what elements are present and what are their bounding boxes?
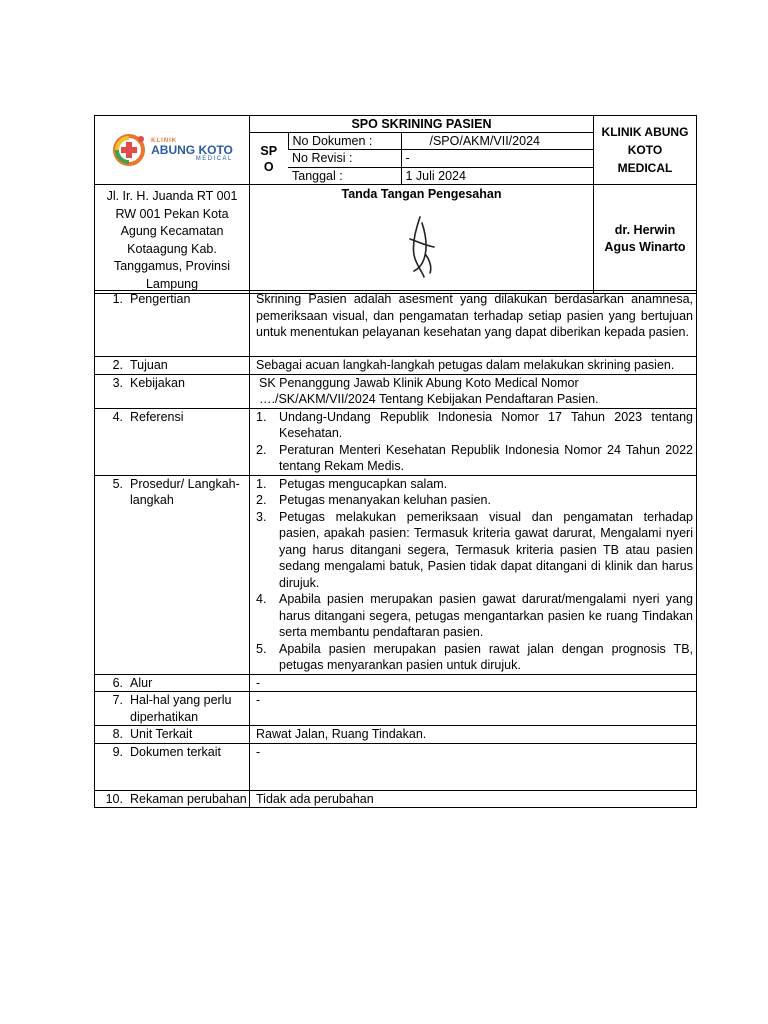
signature-image: [402, 215, 442, 281]
row-label: Tujuan: [130, 358, 168, 372]
list-item: 2. Petugas menanyakan keluhan pasien.: [256, 493, 491, 507]
date-value: 1 Juli 2024: [401, 167, 593, 184]
row-label: Hal-hal yang perlu diperhatikan: [130, 693, 232, 724]
date-label: Tanggal :: [288, 167, 401, 184]
list-item: 1. Undang-Undang Republik Indonesia Nomor 17 Tahun 2023 tentang Kesehatan.: [256, 409, 693, 440]
list-item: 3. Petugas melakukan pemeriksaan visual dan pengamatan terhadap pasien, apakah pasien: Termasuk kriteria gawat darurat, Mengalami nyeri yang harus ditangani segera, Termasuk kriteria pasien TB atau pasien sedang mengalami batuk, Pasien tidak dapat ditangani di klinik dan harus dirujuk.: [256, 509, 693, 590]
list-item: 4. Apabila pasien merupakan pasien gawat darurat/mengalami nyeri yang harus ditangani segera, petugas mengantarkan pasien ke ruang Tindakan serta membantu pendaftaran pasien.: [256, 592, 693, 639]
row-alur: [95, 674, 697, 692]
row-unit: [95, 726, 697, 744]
list-item: 2. Peraturan Menteri Kesehatan Republik Indonesia Nomor 24 Tahun 2022 tentang Rekam Medis.: [256, 442, 693, 473]
row-number: 8.: [112, 727, 123, 741]
row-label: Rekaman perubahan: [130, 791, 247, 806]
clinic-logo-icon: [111, 132, 147, 168]
signer-name: dr. Herwin Agus Winarto: [594, 185, 697, 294]
row-number: 4.: [112, 409, 123, 424]
row-number: 9.: [112, 744, 123, 759]
revision-label: No Revisi :: [288, 150, 401, 167]
row-value: -: [250, 674, 697, 692]
header-table: [94, 115, 697, 294]
row-number: 2.: [112, 358, 123, 372]
row-value: Tidak ada perubahan: [250, 790, 697, 808]
logo-cell: [95, 116, 250, 185]
kebijakan-line-2: …./SK/AKM/VII/2024 Tentang Kebijakan Pendaftaran Pasien.: [259, 392, 599, 406]
title-block: [250, 116, 594, 185]
clinic-name: KLINIK ABUNG KOTO MEDICAL: [594, 116, 697, 185]
doc-title: SPO SKRINING PASIEN: [250, 116, 593, 133]
kebijakan-line-1: SK Penanggung Jawab Klinik Abung Koto Medical Nomor: [259, 375, 579, 390]
row-kebijakan: [95, 374, 697, 408]
row-value: Rawat Jalan, Ruang Tindakan.: [250, 726, 697, 744]
clinic-address: Jl. Ir. H. Juanda RT 001 RW 001 Pekan Kota Agung Kecamatan Kotaagung Kab. Tanggamus, Provinsi Lampung: [95, 185, 250, 294]
row-value: Skrining Pasien adalah asesment yang dilakukan berdasarkan anamnesa, pemeriksaan visual, dan pengamatan terhadap setiap pasien yang bertujuan untuk menentukan pelayanan kesehatan yang dapat diberikan kepada pasien.: [250, 291, 697, 357]
row-number: 10.: [105, 791, 123, 806]
row-rekaman: [95, 790, 697, 808]
doc-number-label: No Dokumen :: [288, 133, 401, 150]
row-hal: [95, 692, 697, 726]
row-value: -: [250, 743, 697, 790]
logo-sub-text: MEDICAL: [195, 156, 233, 162]
row-label: Dokumen terkait: [130, 744, 222, 759]
row-label: Alur: [130, 675, 153, 690]
procedure-table: [94, 290, 697, 808]
row-label: Unit Terkait: [130, 727, 193, 741]
row-number: 6.: [112, 675, 123, 690]
row-prosedur: [95, 475, 697, 674]
row-number: 1.: [112, 292, 123, 306]
logo-small-text: KLINIK: [151, 138, 178, 144]
row-dokumen: [95, 743, 697, 790]
row-label: Prosedur/ Langkah-langkah: [130, 476, 240, 507]
signature-cell: [250, 185, 594, 294]
revision-value: -: [401, 150, 593, 167]
list-item: 1. Petugas mengucapkan salam.: [256, 476, 448, 491]
row-referensi: [95, 408, 697, 475]
row-number: 5.: [112, 476, 123, 491]
row-tujuan: [95, 357, 697, 375]
row-label: Pengertian: [130, 292, 191, 306]
row-pengertian: [95, 291, 697, 357]
row-label: Kebijakan: [130, 375, 185, 390]
spo-label: SP O: [260, 143, 278, 174]
signature-title: Tanda Tangan Pengesahan: [341, 187, 502, 201]
logo-main-text: ABUNG KOTO: [151, 143, 233, 157]
row-label: Referensi: [130, 409, 184, 424]
row-value: Sebagai acuan langkah-langkah petugas dalam melakukan skrining pasien.: [250, 357, 697, 375]
row-number: 7.: [112, 693, 123, 707]
row-number: 3.: [112, 375, 123, 390]
list-item: 5. Apabila pasien merupakan pasien rawat jalan dengan prognosis TB, petugas menyarankan pasien untuk dirujuk.: [256, 641, 693, 672]
doc-number-value: /SPO/AKM/VII/2024: [401, 133, 593, 150]
row-value: -: [250, 692, 697, 726]
